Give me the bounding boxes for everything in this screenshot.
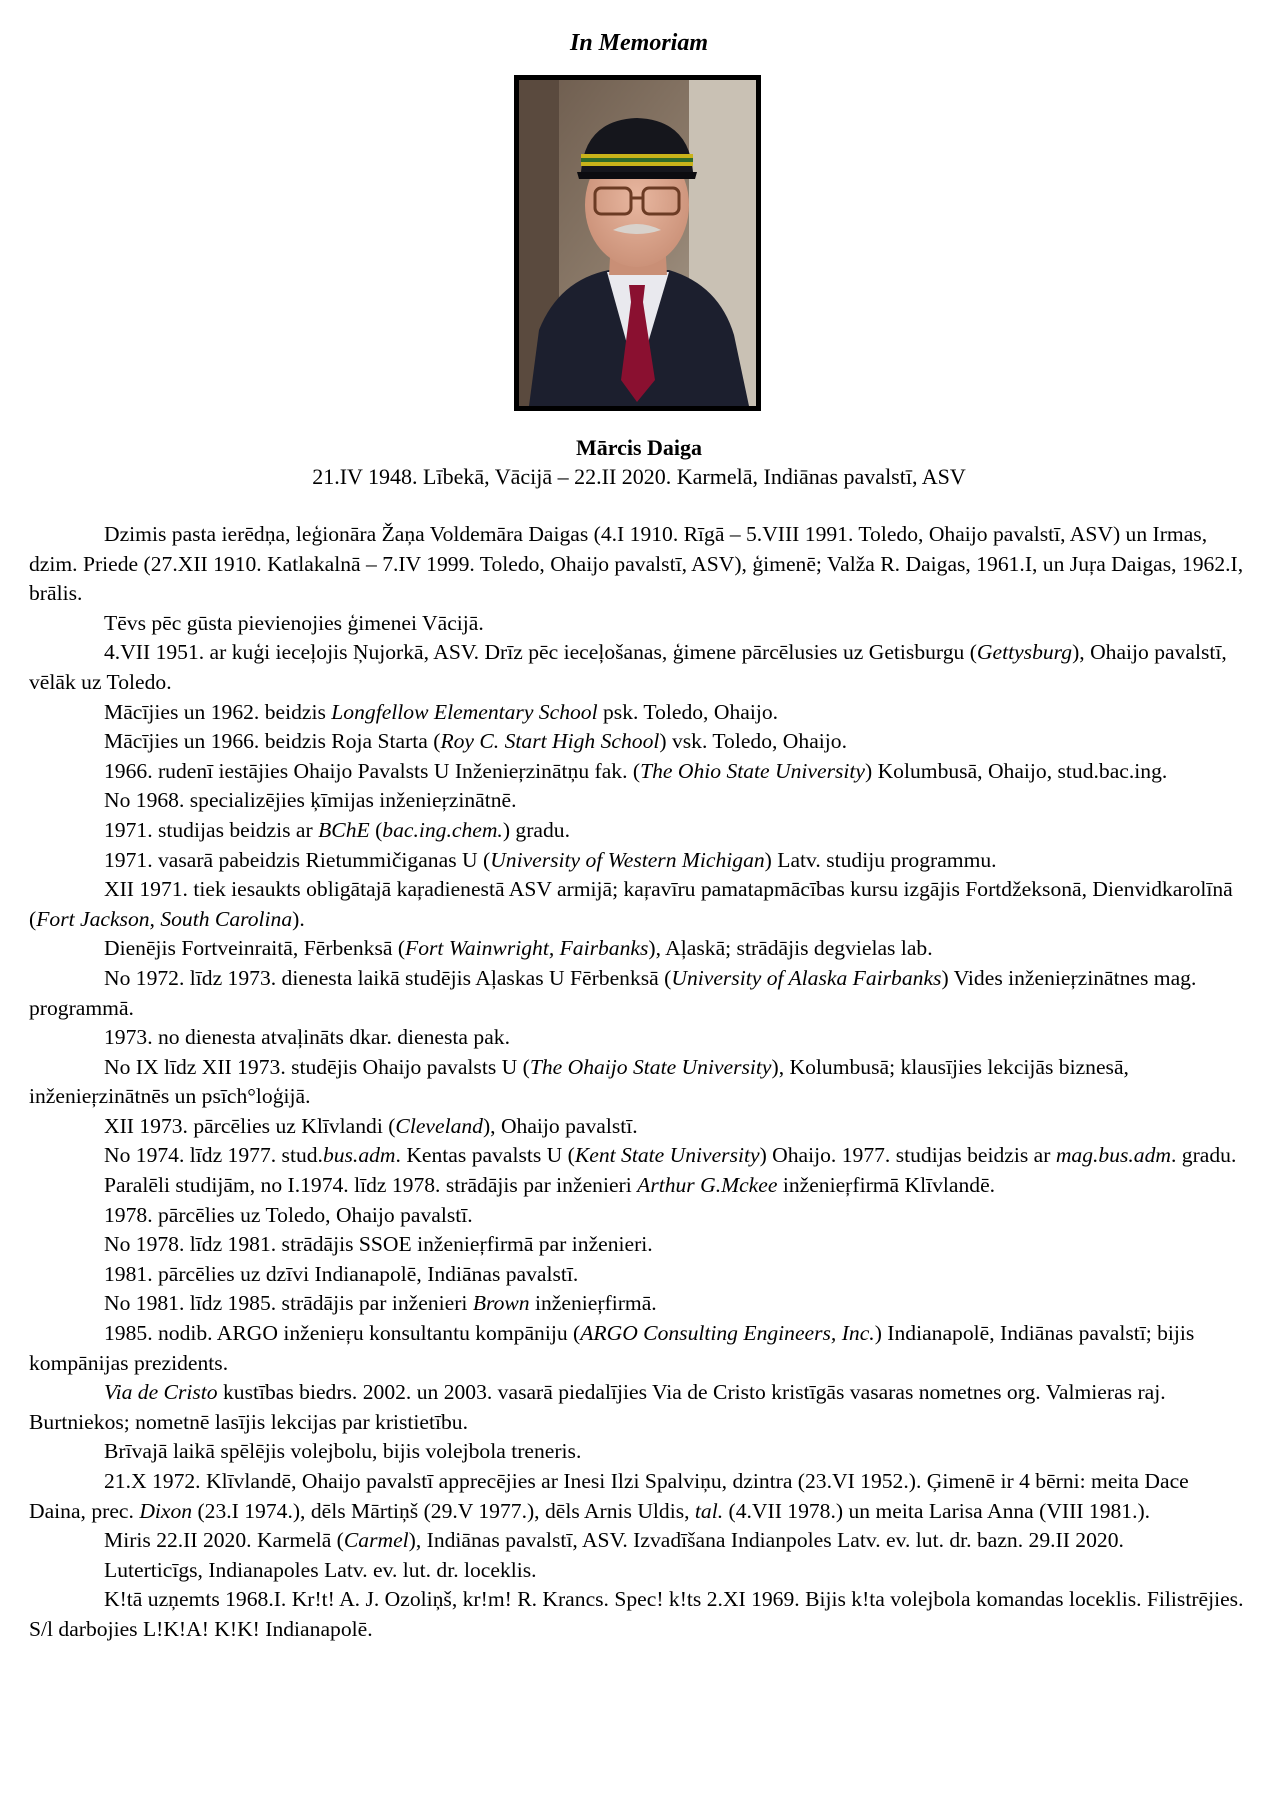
text-span: . Kentas pavalsts U ( bbox=[395, 1143, 575, 1168]
text-span: kustības biedrs. 2002. un 2003. vasarā piedalījies Via de Cristo kristīgās vasaras nometnes org. Valmieras raj. Burtniekos; nometnē lasījis lekcijas par kristietību. bbox=[29, 1380, 1166, 1434]
bio-paragraph bbox=[29, 934, 1249, 964]
text-span: Dienējis Fortveinraitā, Fērbenksā ( bbox=[104, 936, 406, 961]
italic-text: Gettysburg bbox=[976, 640, 1073, 665]
person-name: Mārcis Daiga bbox=[575, 435, 703, 460]
italic-text: Dixon bbox=[139, 1498, 193, 1523]
italic-text: tal. bbox=[694, 1498, 724, 1523]
text-span: ) Kolumbusā, Ohaijo, stud.bac.ing. bbox=[865, 758, 1168, 783]
bio-paragraph bbox=[29, 1556, 1249, 1586]
bio-paragraph bbox=[29, 1437, 1249, 1467]
italic-text: mag.bus.adm bbox=[1055, 1143, 1171, 1168]
text-span: 1971. studijas beidzis ar bbox=[104, 817, 319, 842]
text-span: No 1968. specializējies ķīmijas inženieŗzinātnē. bbox=[104, 788, 517, 813]
text-span: XII 1971. tiek iesaukts obligātajā kaŗadienestā ASV armijā; kaŗavīru pamatapmācības kursu izgājis Fortdžeksonā, Dienvidkarolīnā ( bbox=[29, 877, 1233, 931]
text-span: No 1974. līdz 1977. stud. bbox=[104, 1143, 323, 1168]
text-span: ) Latv. studiju programmu. bbox=[764, 847, 997, 872]
text-span: ), Ohaijo pavalstī. bbox=[482, 1113, 638, 1138]
italic-text: ARGO Consulting Engineers, Inc. bbox=[580, 1321, 875, 1346]
text-span: Miris 22.II 2020. Karmelā ( bbox=[104, 1528, 344, 1553]
text-span: 1971. vasarā pabeidzis Rietummičiganas U ( bbox=[104, 847, 491, 872]
text-span: 1985. nodib. ARGO inženieŗu konsultantu kompāniju ( bbox=[104, 1321, 581, 1346]
text-span: No 1972. līdz 1973. dienesta laikā studējis Aļaskas U Fērbenksā ( bbox=[104, 965, 672, 990]
text-span: (23.I 1974.), dēls Mārtiņš (29.V 1977.), dēls Arnis Uldis, bbox=[192, 1498, 695, 1523]
portrait-photo-icon bbox=[519, 80, 756, 406]
text-span: ), Aļaskā; strādājis degvielas lab. bbox=[648, 936, 933, 961]
text-span: 21.X 1972. Klīvlandē, Ohaijo pavalstī apprecējies ar Inesi Ilzi Spalviņu, dzintra (23.VI 1952.). Ģimenē ir 4 bērni: meita Dace Daina, prec. bbox=[29, 1469, 1189, 1523]
text-span: ), Ohaijo pavalstī, vēlāk uz Toledo. bbox=[29, 640, 1227, 694]
text-span: 1981. pārcēlies uz dzīvi Indianapolē, Indiānas pavalstī. bbox=[104, 1261, 579, 1286]
text-span: Luterticīgs, Indianapoles Latv. ev. lut. dr. loceklis. bbox=[104, 1557, 537, 1582]
bio-paragraph bbox=[29, 786, 1249, 816]
italic-text: Fort Wainwright, Fairbanks bbox=[405, 936, 649, 961]
text-span: 1978. pārcēlies uz Toledo, Ohaijo pavalstī. bbox=[104, 1202, 473, 1227]
text-span: 1966. rudenī iestājies Ohaijo Pavalsts U Inženieŗzinātņu fak. ( bbox=[104, 758, 641, 783]
italic-text: Arthur G.Mckee bbox=[637, 1173, 778, 1198]
text-span: inženieŗfirmā Klīvlandē. bbox=[777, 1173, 996, 1198]
text-span: K!tā uzņemts 1968.I. Kr!t! A. J. Ozoliņš, kr!m! R. Krancs. Spec! k!ts 2.XI 1969. Bijis k!ta volejbola komandas loceklis. Filistrējies. S/l darbojies L!K!A! K!K! Indianapolē. bbox=[29, 1587, 1244, 1641]
text-span: Brīvajā laikā spēlējis volejbolu, bijis volejbola treneris. bbox=[104, 1439, 582, 1464]
italic-text: BChE bbox=[318, 817, 370, 842]
bio-paragraph bbox=[29, 1201, 1249, 1231]
italic-text: Longfellow Elementary School bbox=[331, 699, 598, 724]
bio-paragraph bbox=[29, 638, 1249, 697]
bio-paragraph bbox=[29, 964, 1249, 1023]
bio-paragraph bbox=[29, 1112, 1249, 1142]
bio-paragraph bbox=[29, 698, 1249, 728]
italic-text: University of Alaska Fairbanks bbox=[671, 965, 942, 990]
text-span: ). bbox=[292, 906, 305, 931]
bio-paragraph bbox=[29, 609, 1249, 639]
bio-paragraph bbox=[29, 1467, 1249, 1526]
italic-text: The Ohaijo State University bbox=[529, 1054, 772, 1079]
text-span: Mācījies un 1966. beidzis Roja Starta ( bbox=[104, 729, 441, 754]
bio-paragraph bbox=[29, 846, 1249, 876]
text-span: ), Indiānas pavalstī, ASV. Izvadīšana Indianpoles Latv. ev. lut. dr. bazn. 29.II 2020. bbox=[408, 1528, 1124, 1553]
text-span: ) Ohaijo. 1977. studijas beidzis ar bbox=[759, 1143, 1056, 1168]
italic-text: Cleveland bbox=[395, 1113, 483, 1138]
italic-text: University of Western Michigan bbox=[490, 847, 765, 872]
bio-paragraph bbox=[29, 1526, 1249, 1556]
bio-paragraph bbox=[29, 1141, 1249, 1171]
italic-text: The Ohio State University bbox=[640, 758, 865, 783]
text-span: 4.VII 1951. ar kuģi ieceļojis Ņujorkā, ASV. Drīz pēc ieceļošanas, ģimene pārcēlusies uz Getisburgu ( bbox=[104, 640, 977, 665]
text-span: . gradu. bbox=[1171, 1143, 1237, 1168]
bio-paragraph bbox=[29, 520, 1249, 609]
text-span: No IX līdz XII 1973. studējis Ohaijo pavalsts U ( bbox=[104, 1054, 530, 1079]
bio-paragraph bbox=[29, 757, 1249, 787]
bio-paragraph bbox=[29, 1053, 1249, 1112]
text-span: Dzimis pasta ierēdņa, leģionāra Žaņa Voldemāra Daigas (4.I 1910. Rīgā – 5.VIII 1991. Toledo, Ohaijo pavalstī, ASV) un Irmas, dzim. Priede (27.XII 1910. Katlakalnā – 7.IV 1999. Toledo, Ohaijo pavalstī, ASV), ģimenē; Valža R. Daigas, 1961.I, un Juŗa Daigas, 1962.I, brālis. bbox=[29, 522, 1244, 606]
bio-paragraph bbox=[29, 1230, 1249, 1260]
bio-paragraph bbox=[29, 1585, 1249, 1644]
text-span: inženieŗfirmā. bbox=[529, 1291, 657, 1316]
bio-paragraph bbox=[29, 1289, 1249, 1319]
italic-text: bac.ing.chem. bbox=[382, 817, 503, 842]
italic-text: Carmel bbox=[343, 1528, 409, 1553]
text-span: ( bbox=[369, 817, 383, 842]
text-span: ) Indianapolē, Indiānas pavalstī; bijis kompānijas prezidents. bbox=[29, 1321, 1195, 1375]
text-span: Paralēli studijām, no I.1974. līdz 1978. strādājis par inženieri bbox=[104, 1173, 638, 1198]
portrait-photo-frame bbox=[514, 75, 761, 411]
text-span: psk. Toledo, Ohaijo. bbox=[597, 699, 779, 724]
text-span: No 1978. līdz 1981. strādājis SSOE inženieŗfirmā par inženieri. bbox=[104, 1232, 653, 1257]
text-span: ) gradu. bbox=[502, 817, 570, 842]
text-span: ) vsk. Toledo, Ohaijo. bbox=[659, 729, 847, 754]
text-span: ), Kolumbusā; klausījies lekcijās biznesā, inženieŗzinātnēs un psīch°loģijā. bbox=[29, 1054, 1129, 1109]
text-span: Mācījies un 1962. beidzis bbox=[104, 699, 332, 724]
bio-paragraph bbox=[29, 1319, 1249, 1378]
text-span: 1973. no dienesta atvaļināts dkar. dienesta pak. bbox=[104, 1025, 510, 1050]
bio-paragraph bbox=[29, 816, 1249, 846]
person-dates: 21.IV 1948. Lībekā, Vācijā – 22.II 2020. Karmelā, Indiānas pavalstī, ASV bbox=[312, 464, 966, 489]
bio-paragraph bbox=[29, 1378, 1249, 1437]
italic-text: Fort Jackson, South Carolina bbox=[36, 906, 293, 931]
bio-paragraph bbox=[29, 1260, 1249, 1290]
italic-text: bus.adm bbox=[322, 1143, 396, 1168]
text-span: Tēvs pēc gūsta pievienojies ģimenei Vācijā. bbox=[104, 610, 484, 635]
bio-paragraph bbox=[29, 1171, 1249, 1201]
italic-text: Brown bbox=[472, 1291, 530, 1316]
bio-paragraph bbox=[29, 727, 1249, 757]
text-span: (4.VII 1978.) un meita Larisa Anna (VIII 1981.). bbox=[723, 1498, 1151, 1523]
italic-text: Roy C. Start High School bbox=[440, 729, 660, 754]
bio-paragraph bbox=[29, 1023, 1249, 1053]
text-span: No 1981. līdz 1985. strādājis par inženieri bbox=[104, 1291, 473, 1316]
biography bbox=[29, 520, 1249, 1645]
italic-text: Via de Cristo bbox=[104, 1380, 218, 1405]
italic-text: Kent State University bbox=[574, 1143, 760, 1168]
page-heading: In Memoriam bbox=[569, 30, 709, 56]
text-span: ) Vides inženieŗzinātnes mag. programmā. bbox=[29, 965, 1197, 1020]
bio-paragraph bbox=[29, 875, 1249, 934]
text-span: XII 1973. pārcēlies uz Klīvlandi ( bbox=[104, 1113, 396, 1138]
